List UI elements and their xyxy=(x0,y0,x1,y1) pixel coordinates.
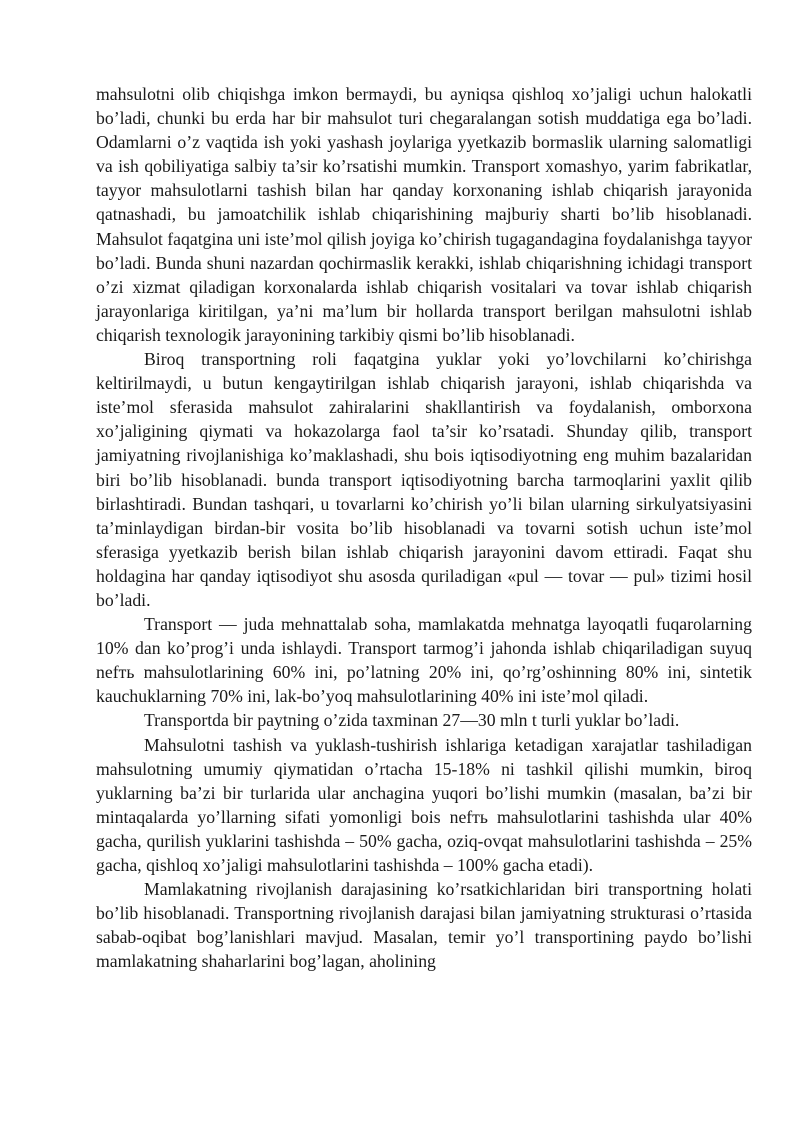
paragraph-3: Transport — juda mehnattalab soha, mamlakatda mehnatga layoqatli fuqarolarning 10% dan ko’prog’i unda ishlaydi. Transport tarmog’i jahonda ishlab chiqariladigan suyuq nefть mahsulotlarining 60% ini, po’latning 20% ini, qo’rg’oshinning 80% ini, sintetik kauchuklarning 70% ini, lak-bo’yoq mahsulotlarining 40% ini iste’mol qiladi. xyxy=(96,614,752,707)
paragraph-6: Mamlakatning rivojlanish darajasining ko’rsatkichlaridan biri transportning holati bo’lib hisoblanadi. Transportning rivojlanish darajasi bilan jamiyatning strukturasi o’rtasida sabab-oqibat bog’lanishlari mavjud. Masalan, temir yo’l transportining paydo bo’lishi mamlakatning shaharlarini bog’lagan, aholining xyxy=(96,879,752,972)
document-page xyxy=(96,82,752,973)
paragraph-5: Mahsulotni tashish va yuklash-tushirish ishlariga ketadigan xarajatlar tashiladigan mahsulotning umumiy qiymatidan o’rtacha 15-18% ni tashkil qilishi mumkin, biroq yuklarning ba’zi bir turlarida ular anchagina yuqori bo’lishi mumkin (masalan, ba’zi bir mintaqalarda yo’llarning sifati yomonligi bois nefть mahsulotlarini tashishda ular 40% gacha, qurilish yuklarini tashishda – 50% gacha, oziq-ovqat mahsulotlarini tashishda – 25% gacha, qishloq xo’jaligi mahsulotlarini tashishda – 100% gacha etadi). xyxy=(96,734,752,875)
paragraph-2: Biroq transportning roli faqatgina yuklar yoki yo’lovchilarni ko’chirishga keltirilmaydi, u butun kengaytirilgan ishlab chiqarish jarayoni, ishlab chiqarishda va iste’mol sferasida mahsulot zahiralarini shakllantirish va foydalanish, omborxona xo’jaligining qiymati va hokazolarga faol ta’sir ko’rsatadi. Shunday qilib, transport jamiyatning rivojlanishiga ko’maklashadi, shu bois iqtisodiyotning eng muhim bazalaridan biri bo’lib hisoblanadi. bunda transport iqtisodiyotning barcha tarmoqlarini yaxlit qilib birlashtiradi. Bundan tashqari, u tovarlarni ko’chirish yo’li bilan ularning sirkulyatsiyasini ta’minlaydigan birdan-bir vosita bo’lib hisoblanadi va tovarni sotish uchun iste’mol sferasiga yyetkazib berish bilan ishlab chiqarish jarayonini davom ettiradi. Faqat shu holdagina har qanday iqtisodiyot shu asosda quriladigan «pul — tovar — pul» tizimi hosil bo’ladi. xyxy=(96,349,752,610)
paragraph-4: Transportda bir paytning o’zida taxminan 27—30 mln t turli yuklar bo’ladi. xyxy=(144,710,680,731)
paragraph-1: mahsulotni olib chiqishga imkon bermaydi, bu ayniqsa qishloq xo’jaligi uchun halokatli bo’ladi, chunki bu erda har bir mahsulot turi chegaralangan sotish muddatiga ega bo’ladi. Odamlarni o’z vaqtida ish yoki yashash joylariga yyetkazib bormaslik ularning salomatligi va ish qobiliyatiga salbiy ta’sir ko’rsatishi mumkin. Transport xomashyo, yarim fabrikatlar, tayyor mahsulotlarni tashish bilan har qanday korxonaning ishlab chiqarish jarayonida qatnashadi, bu jamoatchilik ishlab chiqarishining majburiy sharti bo’lib hisoblanadi. Mahsulot faqatgina uni iste’mol qilish joyiga ko’chirish tugagandagina foydalanishga tayyor bo’ladi. Bunda shuni nazardan qochirmaslik kerakki, ishlab chiqarishning ichidagi transport o’zi xizmat qiladigan korxonalarda ishlab chiqarish vositalari va tovar ishlab chiqarish jarayonlariga kiritilgan, ya’ni ma’lum bir hollarda transport berilgan mahsulotni ishlab chiqarish texnologik jarayonining tarkibiy qismi bo’lib hisoblanadi. xyxy=(96,84,752,345)
